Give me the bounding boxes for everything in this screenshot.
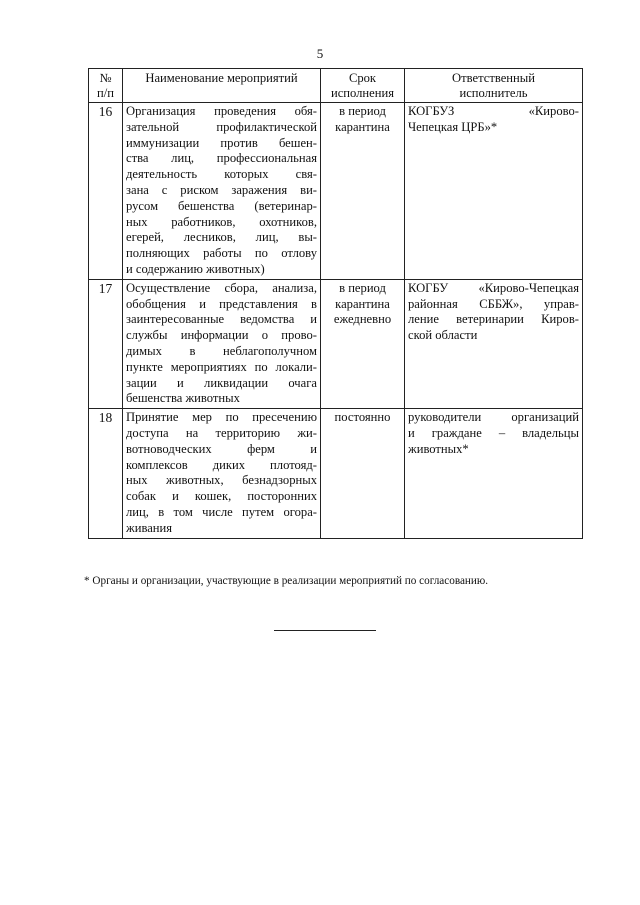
measure-name-line: иммунизации против бешен- (126, 135, 317, 150)
header-responsible-line: Ответственный (452, 71, 535, 85)
measure-responsible-line: руководители организаций (408, 410, 579, 425)
measure-responsible-line: ской области (408, 328, 478, 343)
measure-name-line: пункте мероприятиях по локали- (126, 359, 317, 374)
header-num (89, 69, 123, 103)
header-num-line: п/п (97, 85, 114, 100)
measure-name-line: собак и кошек, посторонних (126, 489, 317, 504)
header-name-line: Наименование мероприятий (145, 71, 298, 85)
measure-term-line: карантина (335, 119, 390, 134)
measure-term-line: карантина (335, 296, 390, 311)
measure-term-line: в период (339, 280, 386, 295)
measure-name-line: ных работников, охотников, (126, 214, 317, 229)
measure-name-line: зана с риском заражения ви- (126, 182, 317, 197)
page-number: 5 (316, 46, 324, 61)
measure-name-line: ства лиц, профессиональная (126, 151, 317, 166)
header-term (321, 69, 405, 103)
measure-name-line: зации и ликвидации очага (126, 375, 317, 390)
measure-term (321, 103, 405, 280)
header-responsible-line: исполнитель (459, 85, 528, 100)
table-row (89, 409, 583, 538)
measure-responsible-line: Чепецкая ЦРБ»* (408, 119, 498, 134)
measure-name-line: Организация проведения обя- (126, 104, 317, 118)
header-term-line: исполнения (330, 85, 395, 100)
table-header-row (89, 69, 583, 103)
measure-name-line: бешенства животных (126, 391, 240, 406)
measure-name-line: и содержанию животных) (126, 261, 265, 276)
measure-name-line: обобщения и представления в (126, 296, 317, 311)
row-number: 16 (89, 103, 123, 280)
footnote: * Органы и организации, участвующие в реализации мероприятий по согласованию. (84, 575, 489, 587)
measure-term-line: в период (339, 104, 386, 118)
measure-name-line: деятельность которых свя- (126, 167, 317, 182)
measure-name (123, 279, 321, 408)
measure-name-line: Осуществление сбора, анализа, (126, 280, 317, 295)
measure-responsible-line: КОГБУ «Кирово-Чепецкая (408, 280, 579, 295)
measure-name-line: зательной профилактической (126, 119, 317, 134)
measure-responsible-line: районная СББЖ», управ- (408, 296, 579, 311)
measure-name-line: Принятие мер по пресечению (126, 410, 317, 425)
measure-name-line: полняющих работы по отлову (126, 246, 317, 261)
row-number: 17 (89, 279, 123, 408)
measure-name-line: доступа на территорию жи- (126, 425, 317, 440)
measure-name-line: димых в неблагополучном (126, 343, 317, 358)
measure-responsible (405, 103, 583, 280)
measure-name (123, 103, 321, 280)
measure-name-line: службы информации о прово- (126, 328, 317, 343)
measure-name-line: заинтересованные ведомства и (126, 312, 317, 327)
measures-table (88, 68, 583, 539)
measure-term (321, 409, 405, 538)
measure-name-line: комплексов диких плотояд- (126, 457, 317, 472)
measure-responsible-line: животных* (408, 441, 469, 456)
measure-term-line: ежедневно (333, 312, 392, 327)
measure-term-line: постоянно (334, 410, 391, 425)
measure-name-line: вотноводческих ферм и (126, 441, 317, 456)
measure-responsible-line: ление ветеринарии Киров- (408, 312, 579, 327)
measure-responsible-line: и граждане – владельцы (408, 425, 579, 440)
measure-responsible-line: КОГБУЗ «Кирово- (408, 104, 579, 118)
header-responsible (405, 69, 583, 103)
measure-name-line: лиц, в том числе путем огора- (126, 504, 317, 519)
measure-name-line: русом бешенства (ветеринар- (126, 198, 317, 213)
table-row (89, 103, 583, 280)
measure-name-line: живания (126, 520, 173, 535)
header-name (123, 69, 321, 103)
measure-term (321, 279, 405, 408)
measure-responsible (405, 409, 583, 538)
header-num-line: № (99, 71, 112, 85)
measure-name-line: ных животных, безнадзорных (126, 473, 317, 488)
end-separator-line (274, 630, 376, 631)
header-term-line: Срок (348, 71, 377, 85)
measure-responsible (405, 279, 583, 408)
measure-name (123, 409, 321, 538)
table-row (89, 279, 583, 408)
measure-name-line: егерей, лесников, лиц, вы- (126, 230, 317, 245)
row-number: 18 (89, 409, 123, 538)
